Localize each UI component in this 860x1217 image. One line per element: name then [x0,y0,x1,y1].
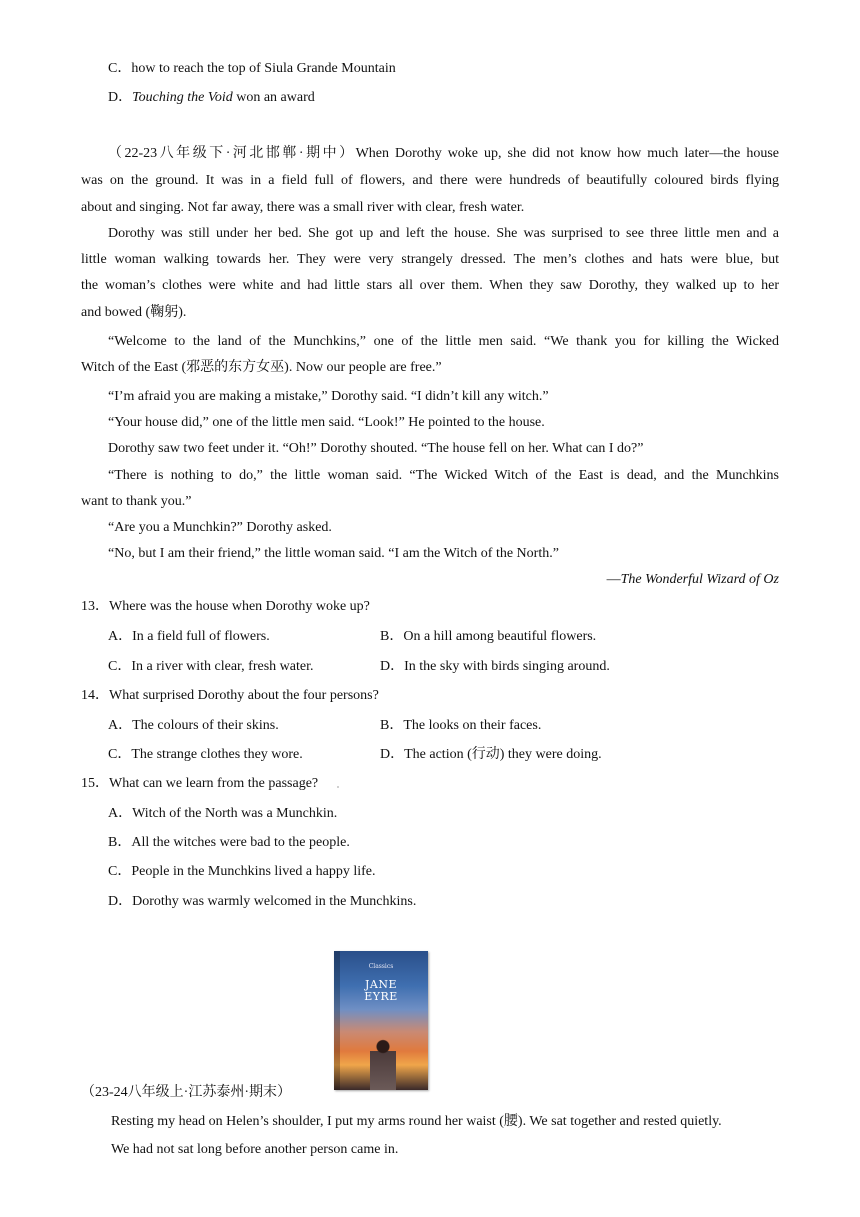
question-13-option-d: D．In the sky with birds singing around. [380,659,610,674]
question-14-option-d: D．The action (行动) they were doing. [380,747,602,762]
passage2-line1: Resting my head on Helen’s shoulder, I put my arms round her waist (腰). We sat together and rested quietly. [111,1114,722,1129]
prev-option-d: D．Touching the Void won an award [108,90,315,105]
passage1-p7-line1: “There is nothing to do,” the little woman said. “The Wicked Witch of the East is dead, and the Munchkins [108,468,779,483]
passage1-p2-line1: Dorothy was still under her bed. She got up and left the house. She was surprised to see three little men and a [108,226,779,241]
passage1-p5: “Your house did,” one of the little men said. “Look!” He pointed to the house. [108,415,545,430]
passage1-p4: “I’m afraid you are making a mistake,” Dorothy said. “I didn’t kill any witch.” [108,389,549,404]
question-15-option-c: C．People in the Munchkins lived a happy life. [108,864,376,879]
question-14-option-b: B．The looks on their faces. [380,718,542,733]
stray-mark [337,786,339,788]
book-cover-figure-illustration [370,1037,396,1090]
question-13-option-c: C．In a river with clear, fresh water. [108,659,314,674]
passage1-p8: “Are you a Munchkin?” Dorothy asked. [108,520,332,535]
passage1-p6: Dorothy saw two feet under it. “Oh!” Dorothy shouted. “The house fell on her. What can I do?” [108,441,644,456]
passage1-p2-line2: little woman walking towards her. They were very strangely dressed. The men’s clothes and hats were blue, but [81,252,779,267]
question-13-option-a: A．In a field full of flowers. [108,629,270,644]
question-15-stem: 15．What can we learn from the passage? [81,776,319,791]
book-spine [334,951,340,1090]
passage1-p1-line2: was on the ground. It was in a field full of flowers, and there were hundreds of beautifully coloured birds flying [81,173,779,188]
passage1-p1-line3: about and singing. Not far away, there was a small river with clear, fresh water. [81,200,525,215]
passage1-p2-line4: and bowed (鞠躬). [81,305,187,320]
passage1-p7-line2: want to thank you.” [81,494,192,509]
question-15-option-a: A．Witch of the North was a Munchkin. [108,806,338,821]
question-14-option-c: C．The strange clothes they wore. [108,747,303,762]
book-brand: Classics [368,963,394,970]
passage1-p9: “No, but I am their friend,” the little woman said. “I am the Witch of the North.” [108,546,559,561]
passage1-p2-line3: the woman’s clothes were white and had little stars all over them. When they saw Dorothy, they walked up to her [81,278,779,293]
question-14-stem: 14．What surprised Dorothy about the four persons? [81,688,379,703]
passage1-source: （22-23八年级下·河北邯郸·期中） [108,146,356,161]
jane-eyre-book-cover-image [334,951,428,1090]
passage2-line2: We had not sat long before another person came in. [111,1142,399,1157]
passage1-p3-line2: Witch of the East (邪恶的东方女巫). Now our people are free.” [81,360,442,375]
question-13-stem: 13．Where was the house when Dorothy woke up? [81,599,370,614]
question-14-option-a: A．The colours of their skins. [108,718,279,733]
prev-option-c: C．how to reach the top of Siula Grande Mountain [108,61,396,76]
passage1-p3-line1: “Welcome to the land of the Munchkins,” one of the little men said. “We thank you for killing the Wicked [108,334,779,349]
question-15-option-b: B．All the witches were bad to the people. [108,835,350,850]
passage1-p1-line1: （22-23八年级下·河北邯郸·期中）When Dorothy woke up, she did not know how much later—the house [108,146,779,161]
question-13-option-b: B．On a hill among beautiful flowers. [380,629,597,644]
book-title: JANE EYRE [364,978,398,1003]
passage2-source: （23-24八年级上·江苏泰州·期末） [81,1085,291,1100]
passage1-attribution: —The Wonderful Wizard of Oz [606,572,779,587]
question-15-option-d: D．Dorothy was warmly welcomed in the Munchkins. [108,894,417,909]
